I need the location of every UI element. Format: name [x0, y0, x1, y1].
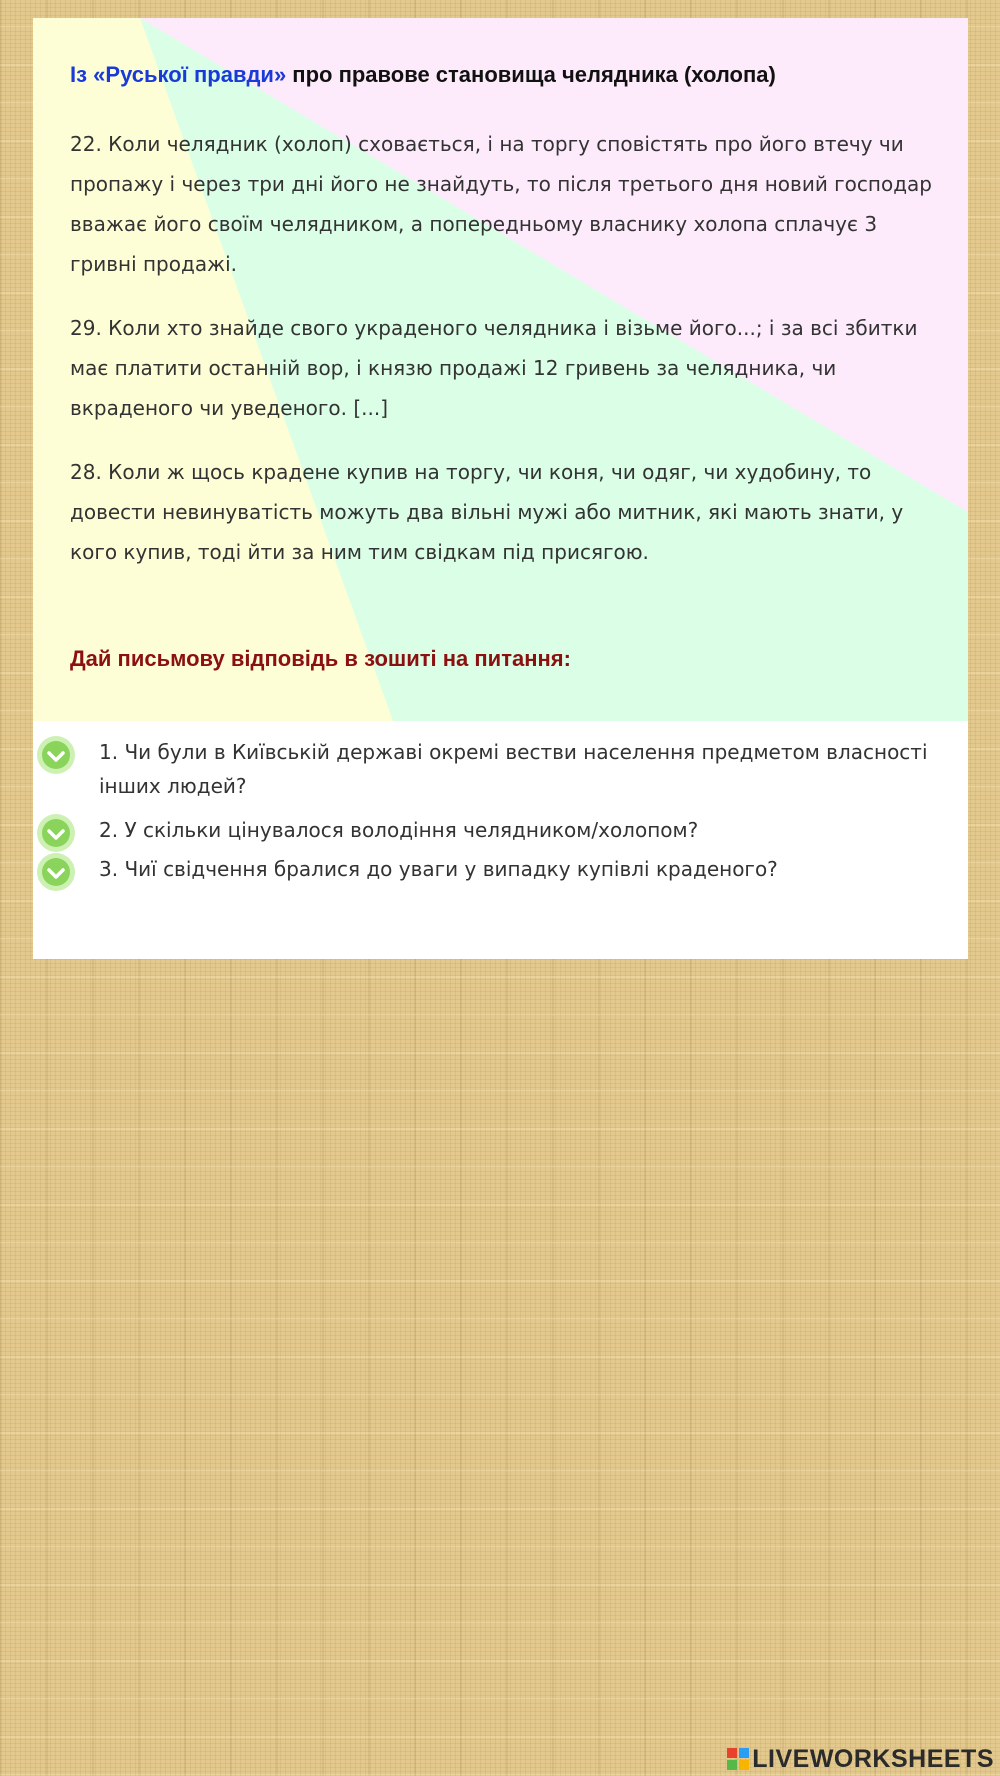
worksheet-card: [33, 18, 968, 959]
article-28: 28. Коли ж щось крадене купив на торгу, чи коня, чи одяг, чи худобину, то довести невинуватість можуть два вільні мужі або митник, які мають знати, у кого купив, тоді йти за ним тим свідкам під присягою.: [70, 460, 904, 564]
question-item: [33, 852, 968, 886]
liveworksheets-logo-icon: [727, 1748, 749, 1770]
question-text: 3. Чиї свідчення бралися до уваги у випадку купівлі краденого?: [99, 857, 778, 881]
green-check-circle-icon: [36, 813, 76, 853]
source-panel: [33, 18, 968, 721]
green-check-circle-icon: [36, 735, 76, 775]
article-29: 29. Коли хто знайде свого украденого челядника і візьме його...; і за всі збитки має платити останній вор, і князю продажі 12 гривень за челядника, чи вкраденого чи уведеного. [...]: [70, 316, 918, 420]
question-text: 1. Чи були в Київській державі окремі вестви населення предметом власності інших людей?: [99, 740, 928, 798]
liveworksheets-watermark: [727, 1744, 994, 1774]
page-title-accent: Із «Руської правди»: [70, 62, 287, 87]
page-title-rest: про правове становища челядника (холопа): [286, 62, 776, 87]
question-item: [33, 813, 968, 847]
article-22: 22. Коли челядник (холоп) сховається, і на торгу сповістять про його втечу чи пропажу і через три дні його не знайдуть, то після третього дня новий господар вважає його своїм челядником, а попередньому власнику холопа сплачує 3 гривні продажі.: [70, 132, 933, 276]
task-instruction: Дай письмову відповідь в зошиті на питання:: [70, 646, 571, 671]
page-title: [70, 60, 960, 90]
green-check-circle-icon: [36, 852, 76, 892]
watermark-text: LIVEWORKSHEETS: [752, 1744, 994, 1773]
question-list: [33, 735, 968, 886]
question-item: [33, 735, 968, 803]
question-text: 2. У скільки цінувалося володіння челядником/холопом?: [99, 818, 699, 842]
